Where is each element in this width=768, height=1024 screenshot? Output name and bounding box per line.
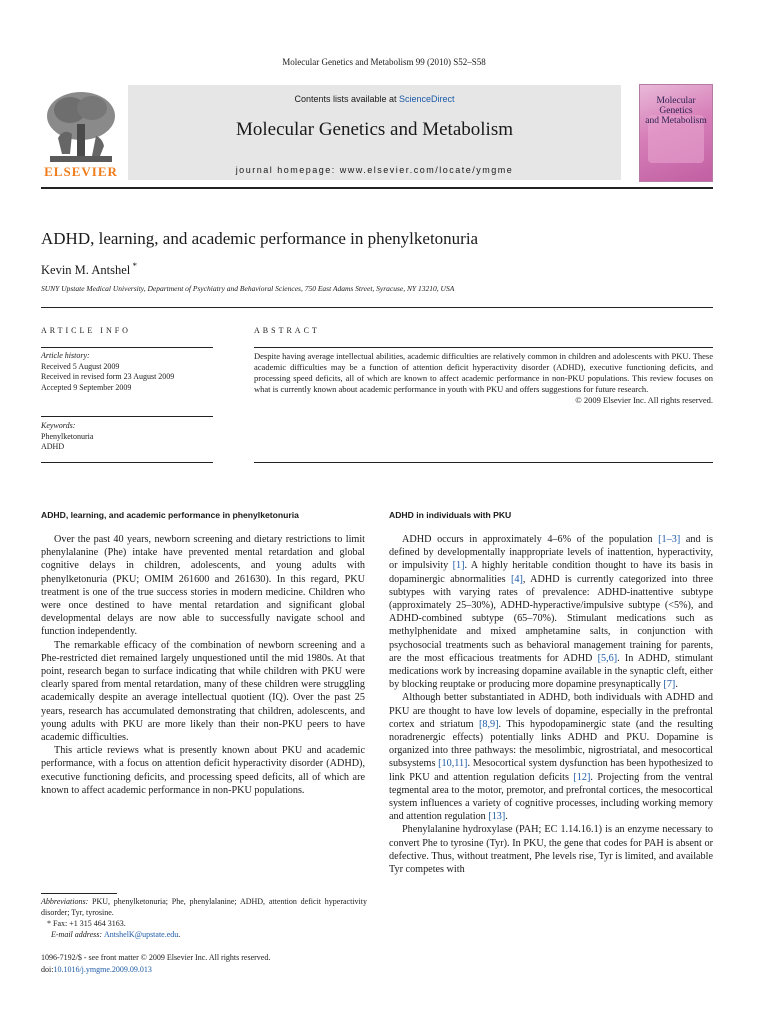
cover-title-line1: Molecular Genetics: [656, 96, 696, 116]
paragraph: The remarkable efficacy of the combination of newborn screening and a Phe-restricted diet remained largely unquestioned until the mid 1980s. At that point, research began to surface indicating that while children with PKU were clearly spared from mental retardation, many of these children were struggling academically despite an average intellectual quotient (IQ). Over the past 25 years, research has accumulated demonstrating that children, adolescents, and young adults with PKU are more likely than their non-PKU peers to have academic difficulties.: [41, 639, 365, 744]
abstract-copyright: © 2009 Elsevier Inc. All rights reserved.: [575, 395, 713, 406]
doi-line: [41, 964, 152, 975]
doi-label: doi:: [41, 965, 54, 974]
abstract-heading: ABSTRACT: [254, 326, 320, 335]
article-info-heading: ARTICLE INFO: [41, 326, 131, 335]
citation-link[interactable]: [8,9]: [479, 718, 499, 730]
keyword-item: Phenylketonuria: [41, 431, 94, 441]
contents-prefix: Contents lists available at: [294, 94, 400, 104]
article-title: ADHD, learning, and academic performance in phenylketonuria: [41, 229, 479, 248]
article-history: [41, 351, 216, 393]
abbreviations-note: [41, 896, 367, 918]
footnote-rule: [41, 893, 117, 894]
contents-line: [128, 94, 621, 104]
email-link[interactable]: AntshelK@upstate.edu: [104, 930, 179, 939]
paragraph: This article reviews what is presently known about PKU and academic performance, with a focus on attention deficit hyperactivity disorder (ADHD), executive functioning deficits, and processing speed deficits, all of which are known to affect academic performance in non-PKU populations.: [41, 745, 365, 796]
accepted-date: Accepted 9 September 2009: [41, 382, 132, 392]
paragraph: Phenylalanine hydroxylase (PAH; EC 1.14.16.1) is an enzyme necessary to convert Phe to tyrosine (Tyr). In PKU, the gene that codes for PAH is absent or defective. Thus, without treatment, Phe levels rise, Tyr is limited, and available Tyr competes with: [389, 824, 713, 876]
citation-link[interactable]: [7]: [663, 679, 676, 691]
email-note: [41, 929, 367, 940]
author-affiliation: SUNY Upstate Medical University, Department of Psychiatry and Behavioral Sciences, 750 East Adams Street, Syracuse, NY 13210, USA: [41, 284, 455, 293]
abstract-rule-top: [254, 347, 713, 348]
article-info-rule-mid: [41, 416, 213, 417]
abstract-rule-bottom: [254, 462, 713, 463]
text-run: . Mesocortical system dysfunction has been hypothesized to link PKU and attention regulation deficits: [389, 758, 713, 783]
keywords-label: Keywords:: [41, 421, 76, 430]
text-run: .: [178, 930, 181, 939]
author-footnote-mark[interactable]: *: [130, 261, 137, 271]
text-run: .: [505, 811, 508, 823]
text-run: ADHD occurs in approximately 4–6% of the population: [402, 534, 659, 545]
abbreviations-label: Abbreviations:: [41, 897, 89, 906]
footnotes: [41, 896, 367, 940]
cover-title-line2: and Metabolism: [645, 116, 707, 126]
text-run: , ADHD is currently categorized into three subtypes with varying rates of prevalence: ADHD-inattentive subtype (approximately 25–30%), ADHD-hyperactive/impulsive subtype (<5%), and ADHD-combined subtype (65–70%). Stimulant medications such as methylphenidate and mixed amphetamine salts, in conjunction with psychosocial treatments such as behavioral management training for parents, are the most efficacious treatments for ADHD: [389, 573, 713, 664]
section-heading: ADHD, learning, and academic performance in phenylketonuria: [41, 510, 299, 520]
paragraph: [389, 533, 713, 691]
text-run: Although better substantiated in ADHD, both individuals with ADHD and PKU are thought to have low levels of dopamine, especially in the prefrontal cortex and striatum: [389, 692, 713, 730]
citation-link[interactable]: [5,6]: [597, 652, 618, 664]
masthead-rule: [41, 187, 713, 189]
citation-link[interactable]: [10,11]: [438, 758, 468, 770]
journal-title: Molecular Genetics and Metabolism: [235, 119, 513, 140]
revised-date: Received in revised form 23 August 2009: [41, 372, 175, 381]
title-rule: [41, 307, 713, 308]
right-column-body: [389, 533, 713, 876]
text-run: . Projecting from the ventral tegmental area to the motor, premotor, and prefrontal cortices, the mesocortical system influences a variety of cognitive processes, including working memory and attention regulation: [389, 771, 713, 823]
text-run: . This hypodopaminergic state (and the resulting noradrenergic effects) potentially links ADHD and PKU. Dopamine is organized into three pathways: the mesolimbic, nigrostriatal, and mesocortical subsystems: [389, 718, 713, 770]
keywords-block: [41, 421, 216, 453]
left-column-body: [41, 533, 365, 797]
citation-link[interactable]: [13]: [488, 811, 506, 823]
fax-note: * Fax: +1 315 464 3163.: [47, 919, 126, 928]
section-heading: ADHD in individuals with PKU: [389, 510, 512, 520]
author-name: Kevin M. Antshel: [41, 263, 131, 278]
keyword-item: ADHD: [41, 442, 65, 451]
author-line: [41, 261, 137, 278]
email-label: E-mail address:: [51, 930, 105, 939]
abstract-body: [254, 351, 713, 406]
running-head: Molecular Genetics and Metabolism 99 (2010) S52–S58: [282, 57, 486, 67]
citation-link[interactable]: [1–3]: [658, 534, 681, 545]
issn-line: 1096-7192/$ - see front matter © 2009 Elsevier Inc. All rights reserved.: [41, 953, 271, 962]
article-info-rule-bottom: [41, 462, 213, 463]
journal-homepage[interactable]: journal homepage: www.elsevier.com/locate/ymgme: [235, 165, 514, 175]
abstract-text: Despite having average intellectual abilities, academic difficulties are relatively common in children and adolescents with PKU. These academic difficulties may be a function of attention deficit hyperactivity disorder (ADHD), executive functioning deficits, and processing speed deficits, all of which are known to affect academic performance in non-PKU populations. This review focuses on what is currently known about academic performance in youth with PKU and offers suggestions for future research.: [254, 351, 713, 395]
text-run: . In ADHD, stimulant medications work by increasing dopamine available in the synaptic cleft, either by blocking reuptake or producing more dopamine presynaptically: [389, 652, 713, 691]
sciencedirect-link[interactable]: ScienceDirect: [399, 94, 455, 104]
doi-link[interactable]: 10.1016/j.ymgme.2009.09.013: [53, 965, 152, 974]
received-date: Received 5 August 2009: [41, 361, 120, 371]
history-label: Article history:: [41, 351, 90, 360]
article-info-rule-top: [41, 347, 213, 348]
paragraph: [389, 691, 713, 823]
citation-link[interactable]: [4]: [510, 573, 523, 585]
text-run: and is defined by developmentally inappropriate levels of inattention, hyperactivity, or impulsivity: [389, 534, 713, 572]
citation-link[interactable]: [1]: [452, 560, 465, 572]
paragraph: Over the past 40 years, newborn screening and dietary restrictions to limit phenylalanine (Phe) intake have prevented mental retardation and global cognitive delays in children, adolescents, and young adults with phenylketonuria (PKU; OMIM 261600 and 261630). In this regard, PKU treatment is one of the true success stories in modern medicine. Children who were once destined to have mental retardation and significant global developmental delays are now able to successfully navigate school and function independently.: [41, 534, 365, 638]
text-run: .: [675, 679, 678, 691]
text-run: . A highly heritable condition thought to have its basis in dopaminergic abnormalities: [389, 560, 713, 585]
publisher-logo-text: ELSEVIER: [44, 164, 118, 179]
citation-link[interactable]: [12]: [573, 771, 591, 783]
abbreviations-text: PKU, phenylketonuria; Phe, phenylalanine; ADHD, attention deficit hyperactivity disorder; Tyr, tyrosine.: [41, 897, 367, 917]
cover-title: [640, 96, 712, 126]
